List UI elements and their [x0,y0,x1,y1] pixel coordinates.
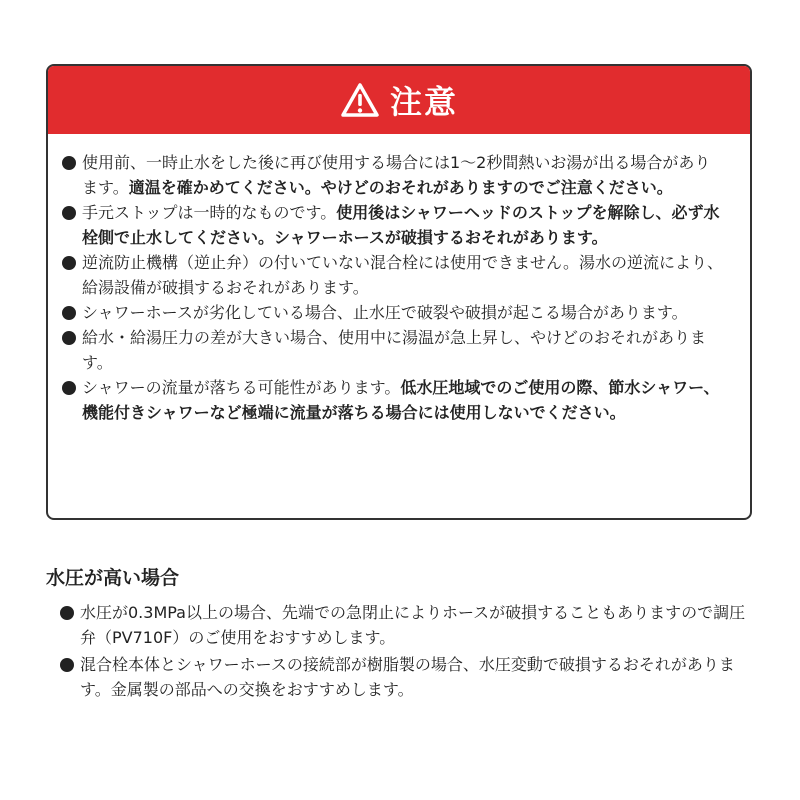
bullet-icon [62,381,76,395]
high-pressure-list [60,600,760,704]
caution-item [62,250,724,300]
warning-triangle-icon [340,82,380,118]
list-item [60,600,760,650]
list-item-text: 水圧が0.3MPa以上の場合、先端での急閉止によりホースが破損することもありますので調圧弁（PV710F）のご使用をおすすめします。 [80,603,746,647]
caution-item-emphasis: 適温を確かめてください。やけどのおそれがありますのでご注意ください。 [128,178,673,197]
caution-item-text: シャワーの流量が落ちる可能性があります。 [82,378,401,397]
caution-item [62,375,724,425]
list-item-text: 混合栓本体とシャワーホースの接続部が樹脂製の場合、水圧変動で破損するおそれがあります。金属製の部品への交換をおすすめします。 [80,655,735,699]
bullet-icon [62,156,76,170]
caution-item [62,325,724,375]
caution-item-emphasis: 使用後はシャワーヘッドのストップを解除し、必ず水栓側で止水してください。シャワーホースが破損するおそれがあります。 [82,203,720,247]
caution-box [46,64,752,520]
caution-item-text: シャワーホースが劣化している場合、止水圧で破裂や破損が起こる場合があります。 [82,303,688,322]
caution-item-text: 逆流防止機構（逆止弁）の付いていない混合栓には使用できません。湯水の逆流により、給湯設備が破損するおそれがあります。 [82,253,723,297]
list-item [60,652,760,702]
bullet-icon [62,331,76,345]
caution-item-emphasis: 低水圧地域でのご使用の際、節水シャワー、機能付きシャワーなど極端に流量が落ちる場合には使用しないでください。 [82,378,720,422]
caution-item-text: 手元ストップは一時的なものです。 [82,203,337,222]
caution-item [62,300,724,325]
bullet-icon [60,606,74,620]
bullet-icon [62,306,76,320]
bullet-icon [62,256,76,270]
bullet-icon [60,658,74,672]
section-title: 水圧が高い場合 [46,567,180,589]
bullet-icon [62,206,76,220]
caution-item [62,150,724,200]
caution-item-text: 使用前、一時止水をした後に再び使用する場合には1〜2秒間熱いお湯が出る場合があります。 [82,153,711,197]
caution-item-text: 給水・給湯圧力の差が大きい場合、使用中に湯温が急上昇し、やけどのおそれがあります。 [82,328,707,372]
caution-title: 注意 [389,83,458,121]
caution-list [48,134,750,425]
caution-header [48,66,750,134]
caution-item [62,200,724,250]
